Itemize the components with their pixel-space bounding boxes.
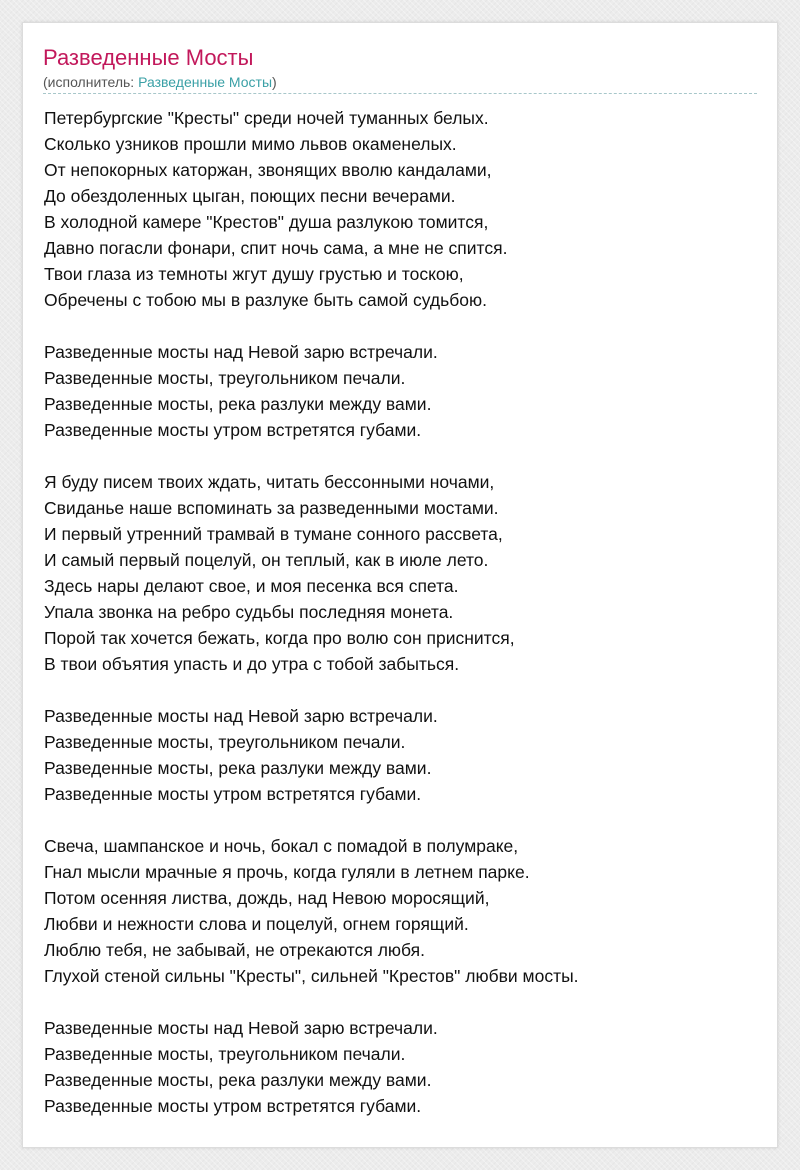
lyric-line: Свеча, шампанское и ночь, бокал с помадой в полумраке, [44,836,519,856]
lyric-line: Здесь нары делают свое, и моя песенка вся спета. [44,576,459,596]
artist-prefix: (исполнитель: [43,74,139,90]
lyric-line: Разведенные мосты, треугольником печали. [44,368,406,388]
lyric-line: Свиданье наше вспоминать за разведенными мостами. [44,498,499,518]
lyric-line: Разведенные мосты, река разлуки между вами. [44,394,432,414]
lyric-line: Разведенные мосты, треугольником печали. [44,732,406,752]
stanza-verse-3 [44,833,759,989]
lyric-line: От непокорных каторжан, звонящих вволю кандалами, [44,160,492,180]
lyric-line: Люблю тебя, не забывай, не отрекаются любя. [44,940,426,960]
lyric-line: Глухой стеной сильны "Кресты", сильней "Крестов" любви мосты. [44,966,579,986]
lyric-line: Разведенные мосты, река разлуки между вами. [44,1070,432,1090]
lyric-line: Разведенные мосты над Невой зарю встречали. [44,706,438,726]
lyric-line: Разведенные мосты, треугольником печали. [44,1044,406,1064]
lyric-line: Любви и нежности слова и поцелуй, огнем горящий. [44,914,469,934]
lyrics-text [44,105,759,1145]
lyric-line: Я буду писем твоих ждать, читать бессонными ночами, [44,472,495,492]
lyric-line: Разведенные мосты утром встретятся губами. [44,1096,422,1116]
stanza-verse-2 [44,469,759,677]
lyric-line: Давно погасли фонари, спит ночь сама, а мне не спится. [44,238,508,258]
lyric-line: Упала звонка на ребро судьбы последняя монета. [44,602,454,622]
lyric-line: Гнал мысли мрачные я прочь, когда гуляли в летнем парке. [44,862,530,882]
lyric-line: Твои глаза из темноты жгут душу грустью и тоскою, [44,264,464,284]
lyric-line: В твои объятия упасть и до утра с тобой забыться. [44,654,460,674]
lyric-line: Разведенные мосты, река разлуки между вами. [44,758,432,778]
lyric-line: Разведенные мосты над Невой зарю встречали. [44,342,438,362]
stanza-chorus-3 [44,1015,759,1119]
lyric-line: Сколько узников прошли мимо львов окаменелых. [44,134,457,154]
stanza-chorus-2 [44,703,759,807]
stanza-chorus-1 [44,339,759,443]
song-title: Разведенные Мосты [43,45,254,70]
title-divider [43,93,757,94]
artist-suffix: ) [272,74,277,90]
artist-link[interactable]: Разведенные Мосты [138,74,273,90]
lyric-line: И самый первый поцелуй, он теплый, как в июле лето. [44,550,489,570]
lyric-line: Разведенные мосты утром встретятся губами. [44,420,422,440]
lyric-line: И первый утренний трамвай в тумане сонного рассвета, [44,524,503,544]
lyric-line: До обездоленных цыган, поющих песни вечерами. [44,186,456,206]
stanza-verse-1 [44,105,759,313]
lyric-line: Петербургские "Кресты" среди ночей туманных белых. [44,108,489,128]
lyric-line: В холодной камере "Крестов" душа разлукою томится, [44,212,489,232]
lyric-line: Потом осенняя листва, дождь, над Невою моросящий, [44,888,490,908]
artist-line [43,73,277,91]
lyric-line: Разведенные мосты утром встретятся губами. [44,784,422,804]
lyric-line: Порой так хочется бежать, когда про волю сон приснится, [44,628,515,648]
lyric-line: Обречены с тобою мы в разлуке быть самой судьбою. [44,290,487,310]
lyric-line: Разведенные мосты над Невой зарю встречали. [44,1018,438,1038]
lyrics-card [22,22,778,1148]
